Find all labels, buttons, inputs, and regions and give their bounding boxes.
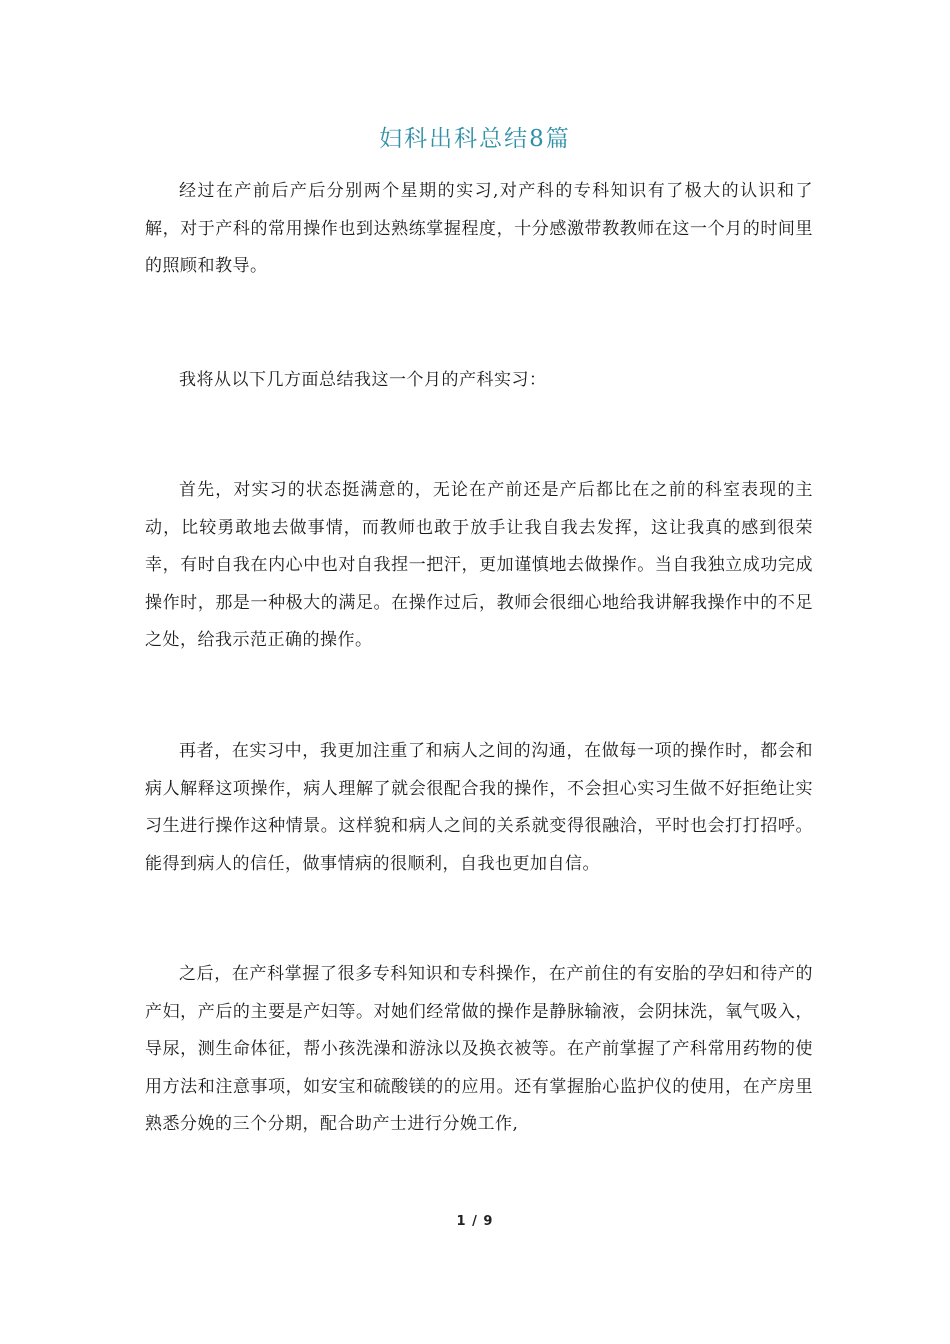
paragraph-third: 之后，在产科掌握了很多专科知识和专科操作，在产前住的有安胎的孕妇和待产的产妇，产后的主要是产妇等。对她们经常做的操作是静脉输液，会阴抹洗，氧气吸入，导尿，测生命体征，帮小孩洗澡和游泳以及换衣被等。在产前掌握了产科常用药物的使用方法和注意事项，如安宝和硫酸镁的的应用。还有掌握胎心监护仪的使用，在产房里熟悉分娩的三个分期，配合助产士进行分娩工作, — [145, 964, 813, 1134]
paragraph-intro: 经过在产前后产后分别两个星期的实习,对产科的专科知识有了极大的认识和了解，对于产科的常用操作也到达熟练掌握程度，十分感激带教教师在这一个月的时间里的照顾和教导。 — [145, 181, 813, 276]
paragraph-second: 再者，在实习中，我更加注重了和病人之间的沟通，在做每一项的操作时，都会和病人解释这项操作，病人理解了就会很配合我的操作，不会担心实习生做不好拒绝让实习生进行操作这种情景。这样貌和病人之间的关系就变得很融洽，平时也会打打招呼。能得到病人的信任，做事情病的很顺利，自我也更加自信。 — [145, 741, 813, 874]
paragraph-first: 首先，对实习的状态挺满意的，无论在产前还是产后都比在之前的科室表现的主动，比较勇敢地去做事情，而教师也敢于放手让我自我去发挥，这让我真的感到很荣幸，有时自我在内心中也对自我捏一把汗，更加谨慎地去做操作。当自我独立成功完成操作时，那是一种极大的满足。在操作过后，教师会很细心地给我讲解我操作中的不足之处，给我示范正确的操作。 — [145, 480, 813, 650]
paragraph-outline: 我将从以下几方面总结我这一个月的产科实习： — [179, 370, 547, 390]
page-number: 1 / 9 — [456, 1214, 494, 1229]
document-title: 妇科出科总结8篇 — [379, 126, 571, 152]
